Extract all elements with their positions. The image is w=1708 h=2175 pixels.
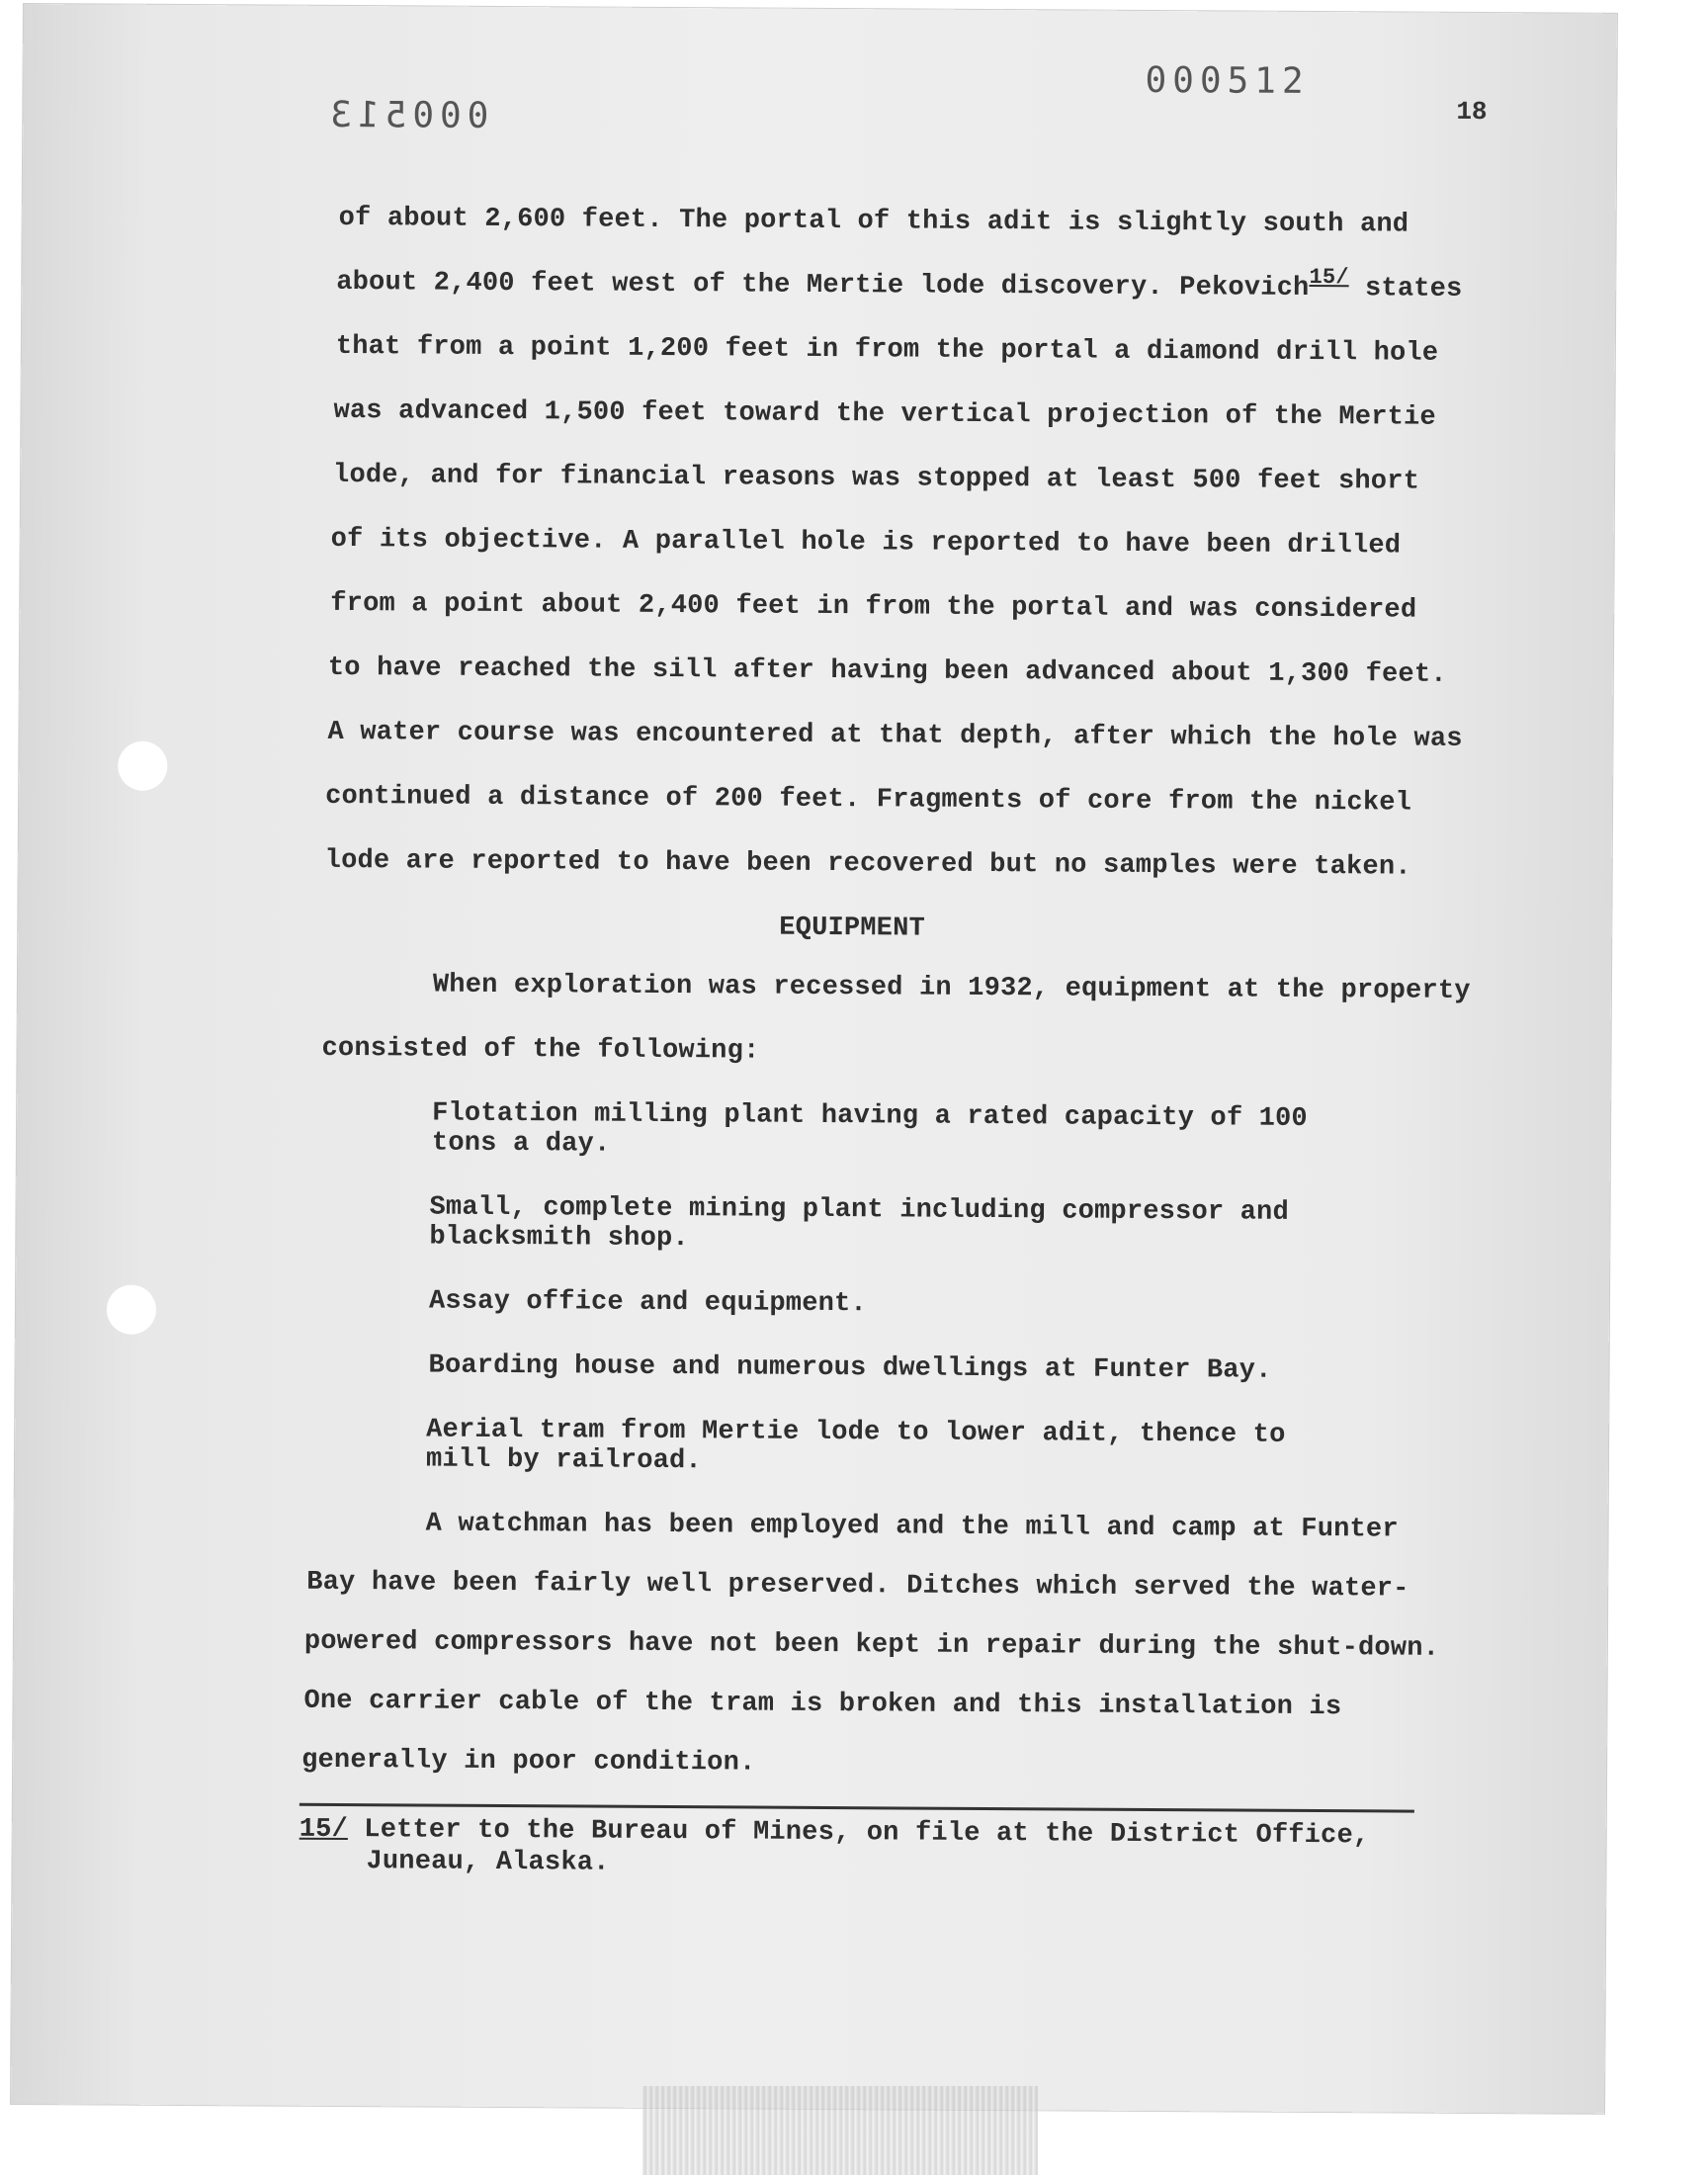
punch-hole-lower xyxy=(107,1285,156,1335)
text-line-segment: states xyxy=(1364,274,1463,304)
text-line: of about 2,600 feet. The portal of this adit is slightly south and xyxy=(338,203,1409,240)
text-line: One carrier cable of the tram is broken and this installation is xyxy=(303,1686,1342,1723)
text-line: A water course was encountered at that depth, after which the hole was xyxy=(327,717,1463,754)
equipment-list-item: Flotation milling plant having a rated capacity of 100 tons a day. xyxy=(431,1098,1308,1160)
text-line: was advanced 1,500 feet toward the vertical projection of the Mertie xyxy=(333,395,1436,433)
text-line: generally in poor condition. xyxy=(301,1745,756,1779)
text-line: to have reached the sill after having been advanced about 1,300 feet. xyxy=(327,652,1447,690)
text-line: consisted of the following: xyxy=(321,1033,760,1067)
equipment-list-item: Small, complete mining plant including compressor and blacksmith shop. xyxy=(429,1192,1289,1255)
text-line: that from a point 1,200 feet in from the portal a diamond drill hole xyxy=(335,331,1439,369)
footnote-marker: 15/ xyxy=(299,1814,349,1846)
text-line: lode, and for financial reasons was stopped at least 500 feet short xyxy=(333,460,1420,497)
text-line: continued a distance of 200 feet. Fragments of core from the nickel xyxy=(325,781,1412,819)
text-line: powered compressors have not been kept in repair during the shut-down. xyxy=(303,1626,1440,1664)
mirrored-stamp-number: 000513 xyxy=(324,94,489,136)
footnote-text: Letter to the Bureau of Mines, on file at the District Office, xyxy=(364,1815,1370,1852)
footnote-rule xyxy=(299,1803,1414,1813)
footnote-line xyxy=(299,1815,1370,1852)
stamp-number: 000512 xyxy=(1145,59,1310,102)
text-line: Bay have been fairly well preserved. Ditches which served the water- xyxy=(306,1567,1409,1605)
text-line: When exploration was recessed in 1932, equipment at the property xyxy=(432,970,1471,1006)
punch-hole-upper xyxy=(118,741,167,791)
equipment-list-item: Assay office and equipment. xyxy=(428,1286,867,1320)
section-heading: EQUIPMENT xyxy=(779,913,926,944)
footnote-reference: 15/ xyxy=(1309,264,1349,291)
text-line: from a point about 2,400 feet in from the portal and was considered xyxy=(330,588,1417,626)
footnote-line: Juneau, Alaska. xyxy=(366,1847,610,1878)
equipment-list-item: Aerial tram from Mertie lode to lower adit, thence to mill by railroad. xyxy=(425,1415,1286,1477)
scan-artifact xyxy=(642,2086,1038,2175)
text-line-segment: about 2,400 feet west of the Mertie lode discovery. Pekovich xyxy=(336,267,1310,304)
equipment-list-item: Boarding house and numerous dwellings at Funter Bay. xyxy=(428,1350,1272,1386)
text-line xyxy=(336,264,1463,304)
text-line: A watchman has been employed and the mill and camp at Funter xyxy=(425,1509,1399,1545)
page-number: 18 xyxy=(1456,96,1488,128)
document-page xyxy=(11,4,1617,2114)
text-line: lode are reported to have been recovered but no samples were taken. xyxy=(324,845,1411,883)
text-line: of its objective. A parallel hole is reported to have been drilled xyxy=(330,524,1402,562)
